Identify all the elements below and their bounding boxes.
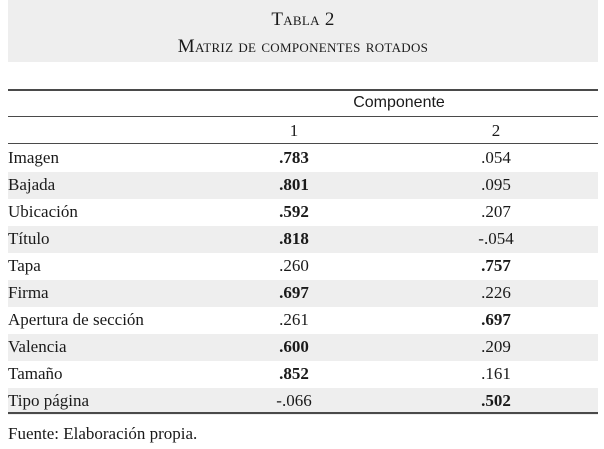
component-2-value: .697 bbox=[481, 310, 511, 329]
component-1-value: -.066 bbox=[276, 391, 312, 410]
table-number: Tabla 2 bbox=[271, 9, 335, 30]
table-row bbox=[8, 388, 598, 415]
table-row bbox=[8, 199, 598, 226]
row-label: Bajada bbox=[8, 175, 56, 194]
component-1-value: .783 bbox=[279, 148, 309, 167]
table-row bbox=[8, 172, 598, 199]
row-label: Tapa bbox=[8, 256, 41, 275]
table-row bbox=[8, 226, 598, 253]
component-2-value: .207 bbox=[481, 202, 511, 221]
group-header-row bbox=[8, 89, 598, 116]
component-1-value: .600 bbox=[279, 337, 309, 356]
row-label: Apertura de sección bbox=[8, 310, 144, 329]
table-row bbox=[8, 145, 598, 172]
row-label: Tipo página bbox=[8, 391, 90, 410]
component-2-value: -.054 bbox=[478, 229, 514, 248]
component-2-value: .161 bbox=[481, 364, 511, 383]
column-header-2: 2 bbox=[491, 121, 501, 140]
source-note: Fuente: Elaboración propia. bbox=[8, 424, 198, 443]
table-row bbox=[8, 334, 598, 361]
column-header-rule bbox=[8, 143, 598, 144]
row-label: Imagen bbox=[8, 148, 59, 167]
table-row bbox=[8, 307, 598, 334]
row-label: Título bbox=[8, 229, 50, 248]
component-2-value: .502 bbox=[481, 391, 511, 410]
column-header-1: 1 bbox=[289, 121, 299, 140]
component-2-value: .226 bbox=[481, 283, 511, 302]
row-label: Tamaño bbox=[8, 364, 63, 383]
group-header-label: Componente bbox=[353, 94, 445, 111]
row-label: Firma bbox=[8, 283, 49, 302]
component-1-value: .801 bbox=[279, 175, 309, 194]
component-2-value: .095 bbox=[481, 175, 511, 194]
row-label: Ubicación bbox=[8, 202, 78, 221]
table-title: Matriz de componentes rotados bbox=[177, 36, 429, 57]
table-row bbox=[8, 280, 598, 307]
component-1-value: .697 bbox=[279, 283, 309, 302]
component-1-value: .261 bbox=[279, 310, 309, 329]
component-2-value: .054 bbox=[481, 148, 511, 167]
table-row bbox=[8, 361, 598, 388]
component-1-value: .818 bbox=[279, 229, 309, 248]
table-row bbox=[8, 253, 598, 280]
component-1-value: .852 bbox=[279, 364, 309, 383]
component-2-value: .209 bbox=[481, 337, 511, 356]
bottom-rule bbox=[8, 412, 598, 414]
component-1-value: .592 bbox=[279, 202, 309, 221]
component-2-value: .757 bbox=[481, 256, 511, 275]
row-label: Valencia bbox=[8, 337, 67, 356]
column-header-row bbox=[8, 118, 598, 145]
group-header-rule bbox=[8, 116, 598, 117]
component-1-value: .260 bbox=[279, 256, 309, 275]
table-title-block bbox=[8, 0, 598, 62]
